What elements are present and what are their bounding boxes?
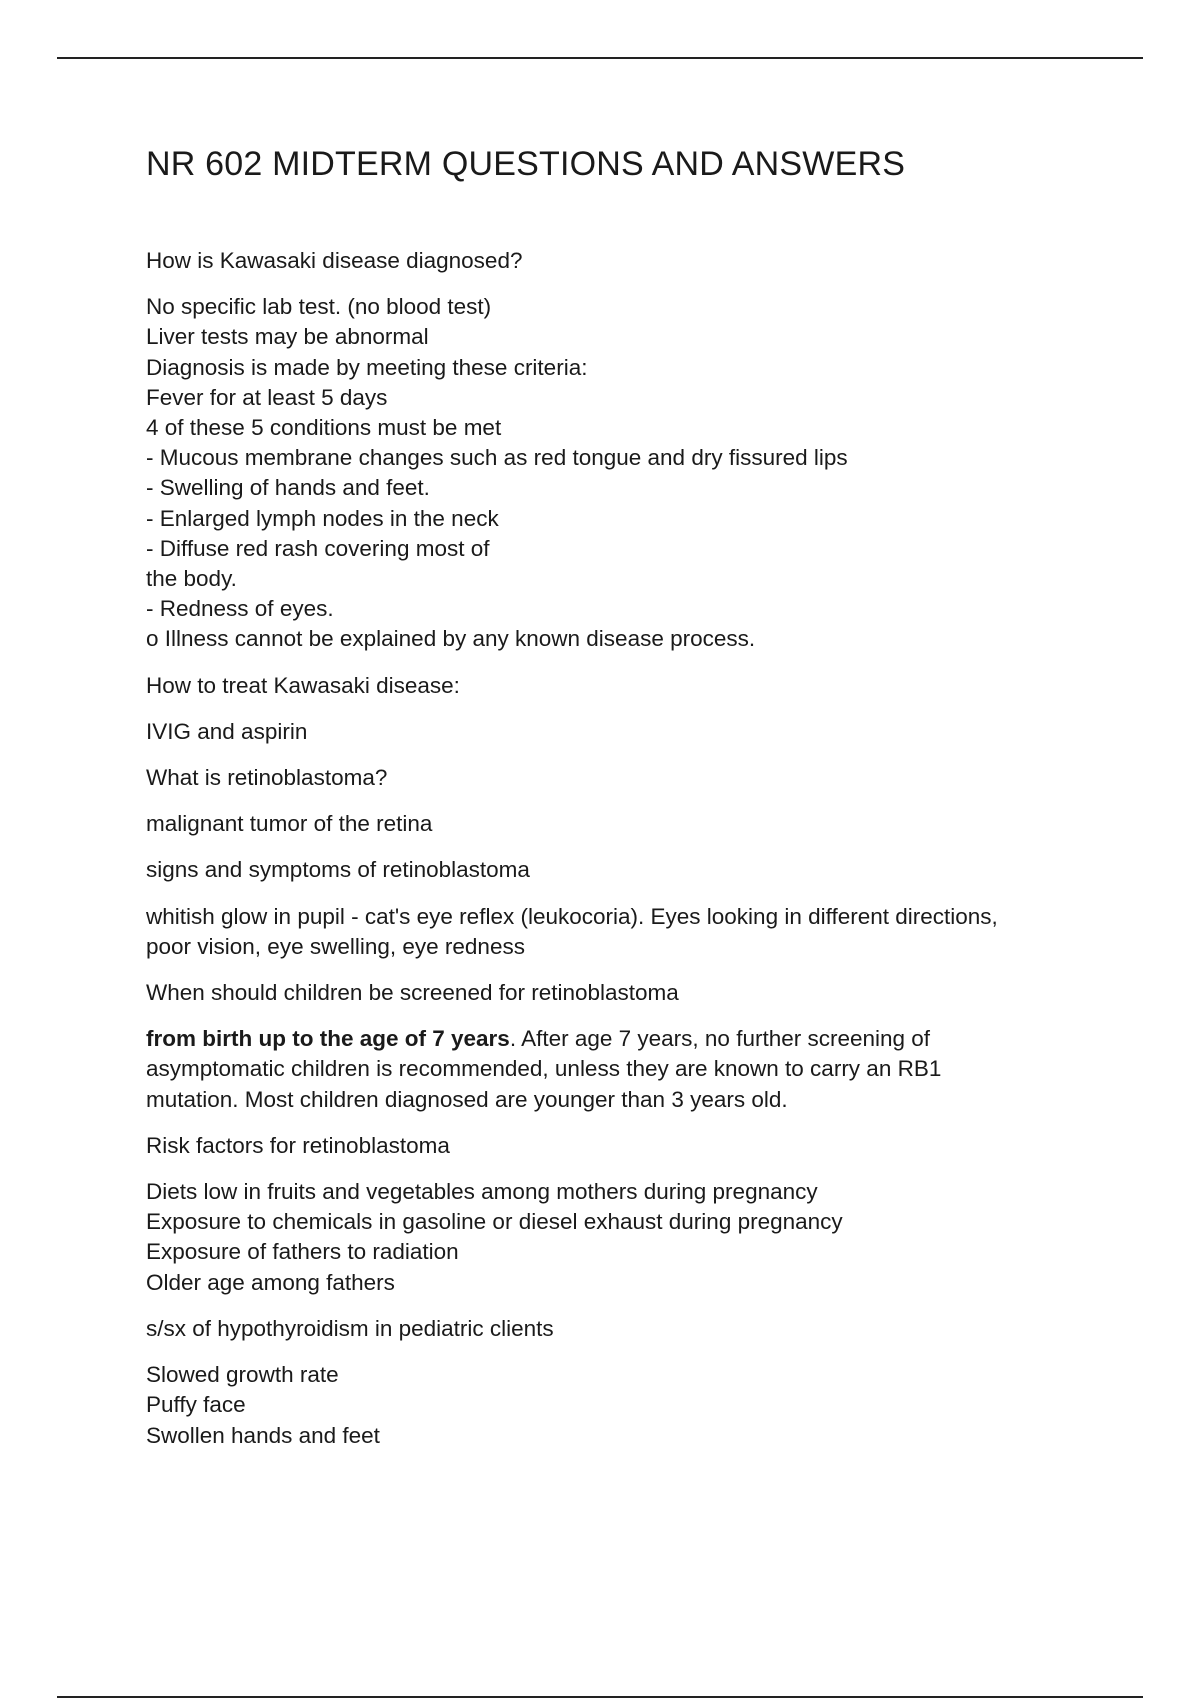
- answer-text: [146, 902, 1091, 962]
- question-text: How to treat Kawasaki disease:: [146, 672, 460, 698]
- answer-line: Exposure of fathers to radiation: [146, 1239, 459, 1265]
- answer-text: [146, 809, 1091, 839]
- answer-line: Exposure to chemicals in gasoline or diesel exhaust during pregnancy: [146, 1209, 843, 1235]
- answer-text: [146, 1360, 1091, 1451]
- answer-line: - Redness of eyes.: [146, 596, 334, 622]
- top-rule: [57, 57, 1143, 59]
- answer-line: Older age among fathers: [146, 1269, 395, 1295]
- answer-text: [146, 292, 1091, 654]
- answer-line: asymptomatic children is recommended, unless they are known to carry an RB1: [146, 1056, 942, 1082]
- answer-line: - Mucous membrane changes such as red tongue and dry fissured lips: [146, 445, 848, 471]
- page-content: [146, 142, 1091, 1467]
- answer-bold-lead: from birth up to the age of 7 years: [146, 1026, 510, 1052]
- qa-item: [146, 246, 1091, 655]
- answer-line: o Illness cannot be explained by any known disease process.: [146, 626, 756, 652]
- answer-line: whitish glow in pupil - cat's eye reflex (leukocoria). Eyes looking in different directions,: [146, 903, 998, 929]
- qa-item: [146, 671, 1091, 747]
- qa-item: [146, 855, 1091, 962]
- answer-line: malignant tumor of the retina: [146, 811, 433, 837]
- question-text: Risk factors for retinoblastoma: [146, 1132, 450, 1158]
- answer-line: - Diffuse red rash covering most of: [146, 535, 490, 561]
- qa-list: [146, 246, 1091, 1451]
- answer-line: Diagnosis is made by meeting these criteria:: [146, 354, 588, 380]
- answer-lead-rest: . After age 7 years, no further screening of: [509, 1026, 931, 1052]
- answer-line: the body.: [146, 566, 237, 592]
- document-title: NR 602 MIDTERM QUESTIONS AND ANSWERS: [146, 145, 906, 183]
- answer-line: [146, 1024, 1091, 1054]
- answer-line: IVIG and aspirin: [146, 718, 308, 744]
- answer-line: Fever for at least 5 days: [146, 384, 388, 410]
- answer-line: No specific lab test. (no blood test): [146, 294, 492, 320]
- question-text: s/sx of hypothyroidism in pediatric clients: [146, 1315, 554, 1341]
- answer-line: - Enlarged lymph nodes in the neck: [146, 505, 499, 531]
- qa-item: [146, 1314, 1091, 1451]
- answer-line: Diets low in fruits and vegetables among mothers during pregnancy: [146, 1179, 818, 1205]
- answer-text: [146, 1024, 1091, 1115]
- question-text: What is retinoblastoma?: [146, 765, 388, 791]
- answer-line: 4 of these 5 conditions must be met: [146, 415, 502, 441]
- question-text: When should children be screened for retinoblastoma: [146, 980, 679, 1006]
- answer-text: [146, 717, 1091, 747]
- answer-line: Slowed growth rate: [146, 1362, 339, 1388]
- answer-line: Liver tests may be abnormal: [146, 324, 429, 350]
- qa-item: [146, 1131, 1091, 1298]
- qa-item: [146, 763, 1091, 839]
- answer-line: Puffy face: [146, 1392, 246, 1418]
- answer-line: poor vision, eye swelling, eye redness: [146, 933, 525, 959]
- answer-line: mutation. Most children diagnosed are younger than 3 years old.: [146, 1086, 788, 1112]
- answer-line: Swollen hands and feet: [146, 1422, 380, 1448]
- question-text: signs and symptoms of retinoblastoma: [146, 857, 530, 883]
- bottom-rule: [57, 1696, 1143, 1698]
- qa-item: [146, 978, 1091, 1115]
- question-text: How is Kawasaki disease diagnosed?: [146, 248, 523, 273]
- answer-text: [146, 1177, 1091, 1298]
- answer-line: - Swelling of hands and feet.: [146, 475, 430, 501]
